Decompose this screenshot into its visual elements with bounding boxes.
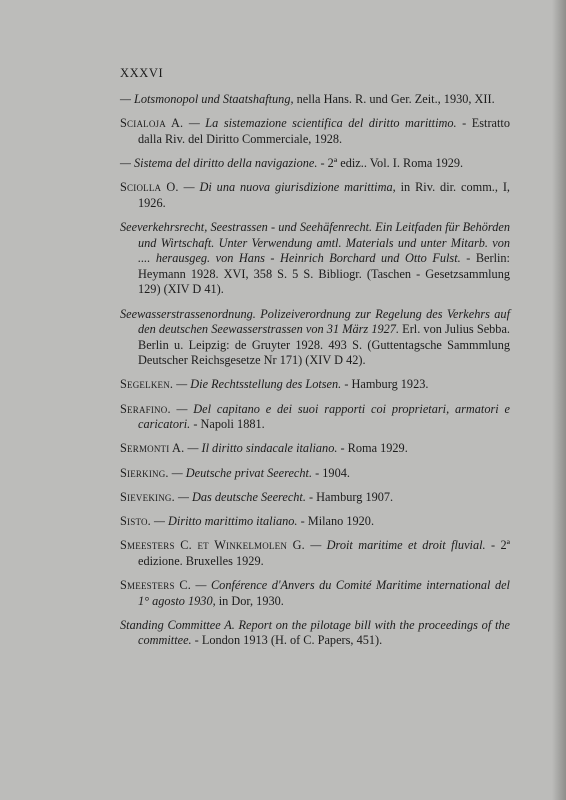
- entry-author: Serafino.: [120, 401, 171, 416]
- entry-title: — Sistema del diritto della navigazione.: [120, 155, 318, 170]
- bibliography-entry: [120, 490, 510, 506]
- entry-title: — Droit maritime et droit fluvial.: [304, 538, 486, 553]
- bibliography-entry: [120, 92, 510, 108]
- entry-details: - Milano 1920.: [297, 514, 375, 528]
- entry-title: — Lotsmonopol und Staatshaftung,: [120, 92, 294, 106]
- entry-title: — La sistemazione scientifica del diritto marittimo.: [183, 116, 457, 131]
- bibliography-entry: [120, 514, 510, 530]
- bibliography-entry: [120, 538, 510, 569]
- entry-details: nella Hans. R. und Ger. Zeit., 1930, XII.: [293, 92, 495, 106]
- entry-author: Segelken.: [120, 377, 174, 392]
- entry-title: — Il diritto sindacale italiano.: [184, 441, 338, 456]
- entry-details: in Riv. dir. comm., I, 1926.: [138, 180, 510, 210]
- bibliography-entry: [120, 578, 510, 609]
- entry-title: — Die Rechtsstellung des Lotsen.: [173, 377, 342, 392]
- bibliography-entry: [120, 466, 510, 482]
- entry-details: - 1904.: [312, 465, 350, 480]
- entry-details: - Berlin: Heymann 1928. XVI, 358 S. 5 S. Bibliogr. (Taschen - Gesetzsammlung 129) (XIV D 41).: [138, 251, 510, 297]
- entry-author: Sierking.: [120, 465, 169, 480]
- entry-details: Erl. von Julius Sebba. Berlin u. Leipzig: de Gruyter 1928. 493 S. (Guttentagsche Sammmlung Deutscher Reichsgesetze Nr 171) (XIV D 42).: [138, 322, 510, 368]
- bibliography-entry: [120, 618, 510, 649]
- entry-author: Smeesters C. et Winkelmolen G.: [120, 538, 305, 553]
- entry-title: — Das deutsche Seerecht.: [174, 489, 306, 504]
- entry-author: Sieveking.: [120, 489, 175, 504]
- entry-title: Seewasserstrassenordnung. Polizeiverordnung zur Regelung des Verkehrs auf den deutschen Seewasserstrassen von 31 März 1927.: [120, 306, 510, 337]
- bibliography-entry: [120, 402, 510, 433]
- entry-details: - Roma 1929.: [337, 441, 408, 456]
- bibliography-entry: [120, 156, 510, 172]
- entry-details: - Estratto dalla Riv. del Diritto Commerciale, 1928.: [138, 116, 511, 146]
- entry-title: Seeverkehrsrecht, Seestrassen - und Seehäfenrecht. Ein Leitfaden für Behörden und Wirtschaft. Unter Verwendung amtl. Materials und unter Mitarb. von .... herausgeg. von Hans - Heinrich Borchard und Otto Fulst.: [120, 219, 510, 266]
- entry-title: Standing Committee A. Report on the pilotage bill with the proceedings of the committee.: [120, 617, 510, 648]
- entry-author: Smeesters C.: [120, 577, 192, 592]
- entry-details: in Dor, 1930.: [215, 593, 284, 608]
- bibliography-entry: [120, 116, 510, 147]
- bibliography-list: [120, 92, 510, 658]
- bibliography-entry: [120, 180, 510, 211]
- entry-author: Sermonti A.: [120, 441, 185, 456]
- entry-details: - Hamburg 1907.: [305, 489, 394, 504]
- entry-details: - London 1913 (H. of C. Papers, 451).: [191, 633, 383, 648]
- entry-author: Sciolla O.: [120, 180, 179, 195]
- entry-title: — Deutsche privat Seerecht.: [168, 465, 313, 480]
- entry-title: — Del capitano e dei suoi rapporti coi proprietari, armatori e caricatori.: [138, 401, 510, 432]
- bibliography-entry: [120, 441, 510, 457]
- entry-author: Scialoja A.: [120, 116, 184, 131]
- page-edge-shadow: [552, 0, 566, 800]
- bibliography-entry: [120, 307, 510, 369]
- entry-details: - 2ª edizione. Bruxelles 1929.: [138, 538, 510, 568]
- bibliography-entry: [120, 220, 510, 298]
- entry-details: - 2ª ediz.. Vol. I. Roma 1929.: [317, 155, 464, 170]
- entry-details: - Napoli 1881.: [190, 417, 265, 432]
- entry-title: — Conférence d'Anvers du Comité Maritime international del 1° agosto 1930,: [138, 577, 510, 608]
- entry-author: Sisto.: [120, 514, 151, 528]
- bibliography-entry: [120, 377, 510, 393]
- entry-details: - Hamburg 1923.: [341, 377, 429, 392]
- entry-title: — Diritto marittimo italiano.: [150, 514, 298, 528]
- entry-title: — Di una nuova giurisdizione marittima,: [178, 180, 396, 195]
- page-number: XXXVI: [120, 66, 164, 80]
